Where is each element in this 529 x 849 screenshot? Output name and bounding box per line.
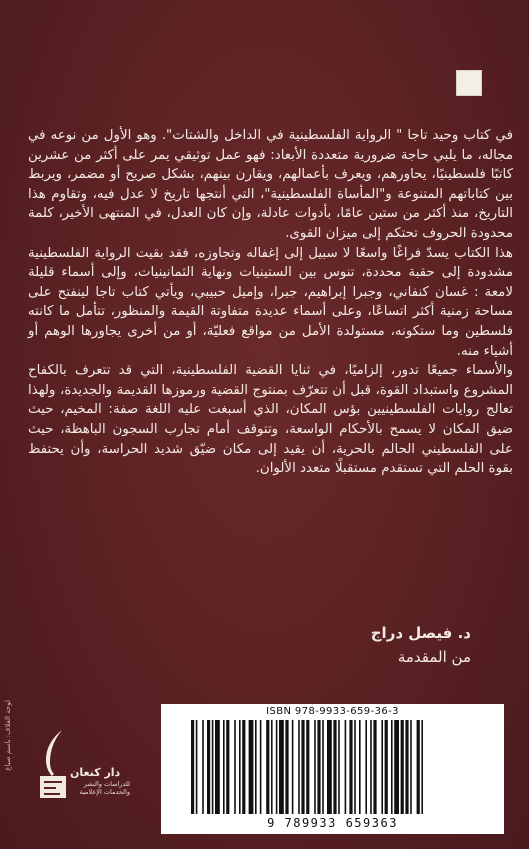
author-signature: د. فيصل دراج: [370, 624, 471, 642]
isbn-label: ISBN 978-9933-659-36-3: [266, 706, 399, 717]
blurb-paragraph-1: في كتاب وحيد تاجا " الرواية الفلسطينية في الداخل والشتات". وهو الأول من نوعه في مجاله، ما يلبي حاجة ضرورية متعددة الأبعاد: فهو عمل توثيقي يمر على أكثر من عشرين كاتبًا فلسطينيًا، يحاورهم، ويعرف بأعمالهم، ويقارن بينهم، بشكل صريح أو مضمر، ويربط بين كتاباتهم المتنوعة و"المأساة الفلسطينية"، التي أنتجها تاريخ لا عدل فيه، وتقاوم هذا التاريخ، منذ أكثر من ستين عامًا، بأدوات عادلة، وإن كان العدل، في المنتهى الأخير، كلمة محدودة الحروف تحتكم إلى ميزان القوى.: [28, 128, 513, 241]
isbn-digits: 9 789933 659363: [267, 816, 398, 830]
blurb-text: [28, 126, 513, 479]
publisher-name: دار كنعان: [70, 766, 121, 779]
signature-source: من المقدمة: [397, 648, 471, 666]
isbn-barcode: [161, 704, 504, 834]
decorative-square: [456, 70, 482, 96]
publisher-tagline: للدراسات والنشر والخدمات الإعلامية: [79, 780, 130, 796]
cover-art-credit: لوحة الغلاف: باسم صباغ: [4, 700, 12, 771]
blurb-paragraph-3: والأسماء جميعًا تدور، إلزاميًا، في ثنايا القضية الفلسطينية، التي قد تتعرف بالكفاح المشروع واستبداد القوة، قبل أن تتعرّف بمنتوج القضية ورموزها القديمة والجديدة، ولهذا تعالج روايات الفلسطينيين بؤس المكان، الذي أسبغت عليه اللغة صفة: المخيم، حيث ضيق المكان لا يسمح بالأحكام الواسعة، وتتوقف أمام تجارب السجون الباهظة، حيث على الفلسطيني الحالم بالحرية، أن يقيد إلى مكان ضيّق شديد الحراسة، وأن يحتفظ بقوة الحلم التي تستقدم مستقبلًا متعدد الألوان.: [28, 363, 513, 477]
publisher-logo: [16, 728, 136, 818]
blurb-paragraph-2: هذا الكتاب يسدّ فراغًا واسعًا لا سبيل إلى إغفاله وتجاوزه، فقد بقيت الرواية الفلسطينية مشدودة إلى حقبة محددة، تنوس بين الستينيات ونهاية الثمانينيات، وإلى أسماء قليلة لامعة : غسان كنفاني، وجبرا إبراهيم، جبرا، وإميل حبيبي، ويأتي كتاب تاجا لينفتح على مساحة زمنية أكثر اتساعًا، وعلى أسماء عديدة متفاوتة القيمة والمنظور، تتأمل ما كانته فلسطين وما ستكونه، مستولدة الأمل من مواقع فعليّة، أو من أخرى يجاورها الوهم أو أشياء منه.: [28, 245, 513, 359]
quill-logo-icon: [36, 728, 70, 800]
barcode-bars: [171, 720, 494, 816]
